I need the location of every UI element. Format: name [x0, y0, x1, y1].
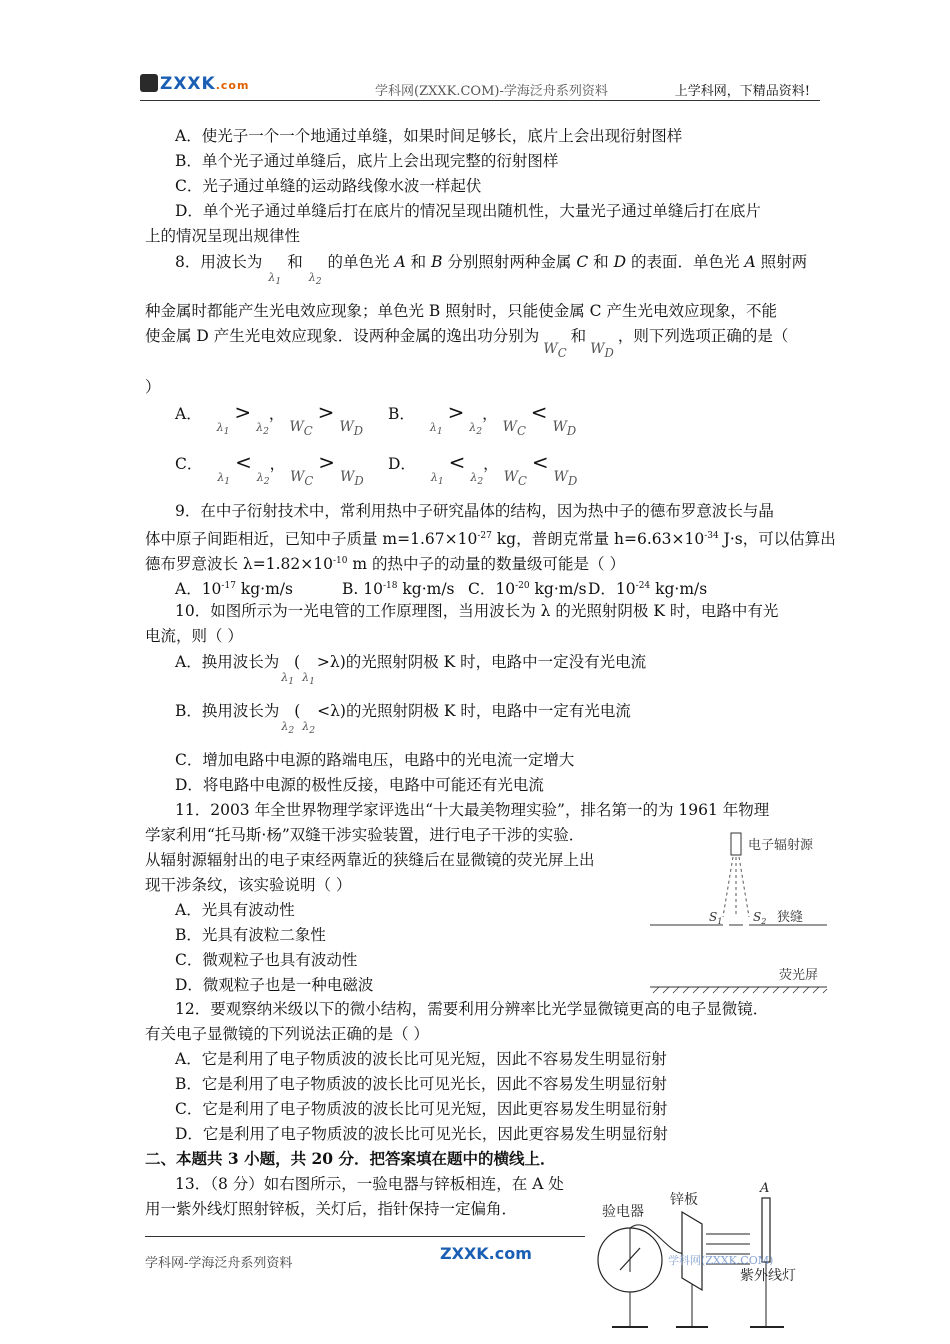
q9-option-b: B. $10^{-18}$ kg·m/s — [342, 580, 455, 599]
q7-option-d: D．单个光子通过单缝后打在底片的情况呈现出随机性，大量光子通过单缝后打在底片 — [175, 202, 761, 220]
footer-text: 学科网-学海泛舟系列资料 — [145, 1256, 293, 1271]
q11-line2: 学家利用“托马斯·杨”双缝干涉实验装置，进行电子干涉的实验． — [145, 826, 585, 844]
q9-option-d: D．$10^{-24}$ kg·m/s — [588, 580, 708, 599]
section-2-heading: 二、本题共 3 小题，共 20 分．把答案填在题中的横线上． — [145, 1149, 556, 1168]
q8-option-c: C． $_{\lambda_1}$ < $_{\lambda_2}$， $W_C > W_D$ — [175, 450, 364, 488]
electroscope-label: 验电器 — [602, 1204, 644, 1220]
q12-option-b: B．它是利用了电子物质波的波长比可见光长，因此不容易发生明显衍射 — [175, 1075, 667, 1093]
q9-line2: 体中原子间距相近，已知中子质量 $m=1.67\times 10^{-27}$ kg，普朗克常量 $h=6.63\times 10^{-34}$ J·s，可以估算出 — [145, 530, 836, 549]
page-header — [140, 70, 820, 101]
q12-line1: 12．要观察纳米级以下的微小结构，需要利用分辨率比光学显微镜更高的电子显微镜． — [175, 1000, 769, 1018]
double-slit-figure — [645, 825, 835, 995]
q12-option-d: D．它是利用了电子物质波的波长比可见光长，因此更容易发生明显衍射 — [175, 1125, 668, 1143]
q13-line1: 13．（8 分）如右图所示，一验电器与锌板相连，在 A 处 — [175, 1175, 564, 1193]
watermark-text: 学科网(ZXXK.COM) — [668, 1254, 774, 1267]
q7-option-a: A．使光子一个一个地通过单缝，如果时间足够长，底片上会出现衍射图样 — [175, 127, 683, 145]
q11-line3: 从辐射源辐射出的电子束经两靠近的狭缝后在显微镜的荧光屏上出 — [145, 851, 595, 869]
q12-line2: 有关电子显微镜的下列说法正确的是（ ） — [145, 1025, 429, 1043]
electron-source-box — [731, 833, 741, 855]
q11-option-b: B．光具有波粒二象性 — [175, 926, 326, 944]
q10-option-b: B．换用波长为$_{\lambda_2}(_{\lambda_2}<\lambda)$的光照射阴极 K 时，电路中一定有光电流 — [175, 702, 631, 737]
q8-line1: 8．用波长为$_{\lambda_1}$和$_{\lambda_2}$的单色光 A 和 B 分别照射两种金属 C 和 D 的表面．单色光 A 照射两 — [175, 253, 808, 288]
q13-line2: 用一紫外线灯照射锌板，关灯后，指针保持一定偏角． — [145, 1200, 518, 1218]
beam-left — [723, 857, 733, 917]
site-logo: ZXXK.com — [140, 74, 249, 94]
q7-option-d-cont: 上的情况呈现出规律性 — [145, 227, 301, 245]
q11-option-d: D．微观粒子也是一种电磁波 — [175, 976, 374, 994]
header-center-text: 学科网(ZXXK.COM)-学海泛舟系列资料 — [375, 84, 608, 99]
q10-option-d: D．将电路中电源的极性反接，电路中可能还有光电流 — [175, 776, 544, 794]
q11-option-a: A．光具有波动性 — [175, 901, 295, 919]
q9-option-a: A．$10^{-17}$ kg·m/s — [175, 580, 293, 599]
q10-option-a: A．换用波长为$_{\lambda_1}(_{\lambda_1}>\lambda)$的光照射阴极 K 时，电路中一定没有光电流 — [175, 653, 647, 688]
q8-line2: 种金属时都能产生光电效应现象；单色光 B 照射时，只能使金属 C 产生光电效应现象，不能 — [145, 302, 777, 320]
zinc-plate-label: 锌板 — [670, 1192, 698, 1208]
footer-rule — [145, 1236, 585, 1237]
q9-line3: 德布罗意波长 $\lambda=1.82\times 10^{-10}$ m 的热中子的动量的数量级可能是（ ） — [145, 555, 625, 574]
uv-lamp — [762, 1198, 770, 1262]
q9-option-c: C．$10^{-20}$ kg·m/s — [468, 580, 587, 599]
uv-lamp-label: 紫外线灯 — [740, 1268, 796, 1284]
q10-line1: 10．如图所示为一光电管的工作原理图，当用波长为 λ 的光照射阴极 K 时，电路中有光 — [175, 602, 779, 620]
point-a-label: A — [760, 1181, 770, 1196]
slit-label: 狭缝 — [777, 910, 804, 925]
beam-right — [739, 857, 749, 917]
q9-line1: 9．在中子衍射技术中，常利用热中子研究晶体的结构，因为热中子的德布罗意波长与晶 — [175, 502, 774, 520]
q8-option-d: D． $_{\lambda_1}$ < $_{\lambda_2}$， $W_C < W_D$ — [388, 450, 578, 488]
s2-label: $S_2$ — [753, 910, 767, 926]
q12-option-a: A．它是利用了电子物质波的波长比可见光短，因此不容易发生明显衍射 — [175, 1050, 667, 1068]
zinc-plate — [682, 1212, 702, 1290]
q10-option-c: C．增加电路中电源的路端电压，电路中的光电流一定增大 — [175, 751, 575, 769]
q8-option-a: A． $_{\lambda_1}$ > $_{\lambda_2}$， $W_C > W_D$ — [175, 400, 364, 438]
header-right-text: 上学科网，下精品资料! — [674, 84, 810, 99]
screen-hatching — [653, 987, 827, 993]
q8-line4: ） — [145, 378, 161, 396]
screen-label: 荧光屏 — [779, 968, 819, 983]
q10-line2: 电流，则（ ） — [145, 627, 243, 645]
q8-line3: 使金属 D 产生光电效应现象．设两种金属的逸出功分别为$W_C$和$W_D$，则下列选项正确的是（ — [145, 327, 789, 360]
q11-option-c: C．微观粒子也具有波动性 — [175, 951, 358, 969]
q11-line1: 11．2003 年全世界物理学家评选出“十大最美物理实验”，排名第一的为 1961 年物理 — [175, 801, 770, 819]
q7-option-c: C．光子通过单缝的运动路线像水波一样起伏 — [175, 177, 482, 195]
q7-option-b: B．单个光子通过单缝后，底片上会出现完整的衍射图样 — [175, 152, 559, 170]
mortarboard-icon — [140, 74, 158, 92]
q12-option-c: C．它是利用了电子物质波的波长比可见光短，因此更容易发生明显衍射 — [175, 1100, 668, 1118]
footer-logo: ZXXK.com — [440, 1244, 532, 1263]
source-label: 电子辐射源 — [748, 838, 814, 853]
s1-label: $S_1$ — [709, 910, 723, 926]
q8-option-b: B． $_{\lambda_1}$ > $_{\lambda_2}$， $W_C < W_D$ — [388, 400, 577, 438]
electroscope-figure — [590, 1172, 820, 1340]
q11-line4: 现干涉条纹，该实验说明（ ） — [145, 876, 352, 894]
